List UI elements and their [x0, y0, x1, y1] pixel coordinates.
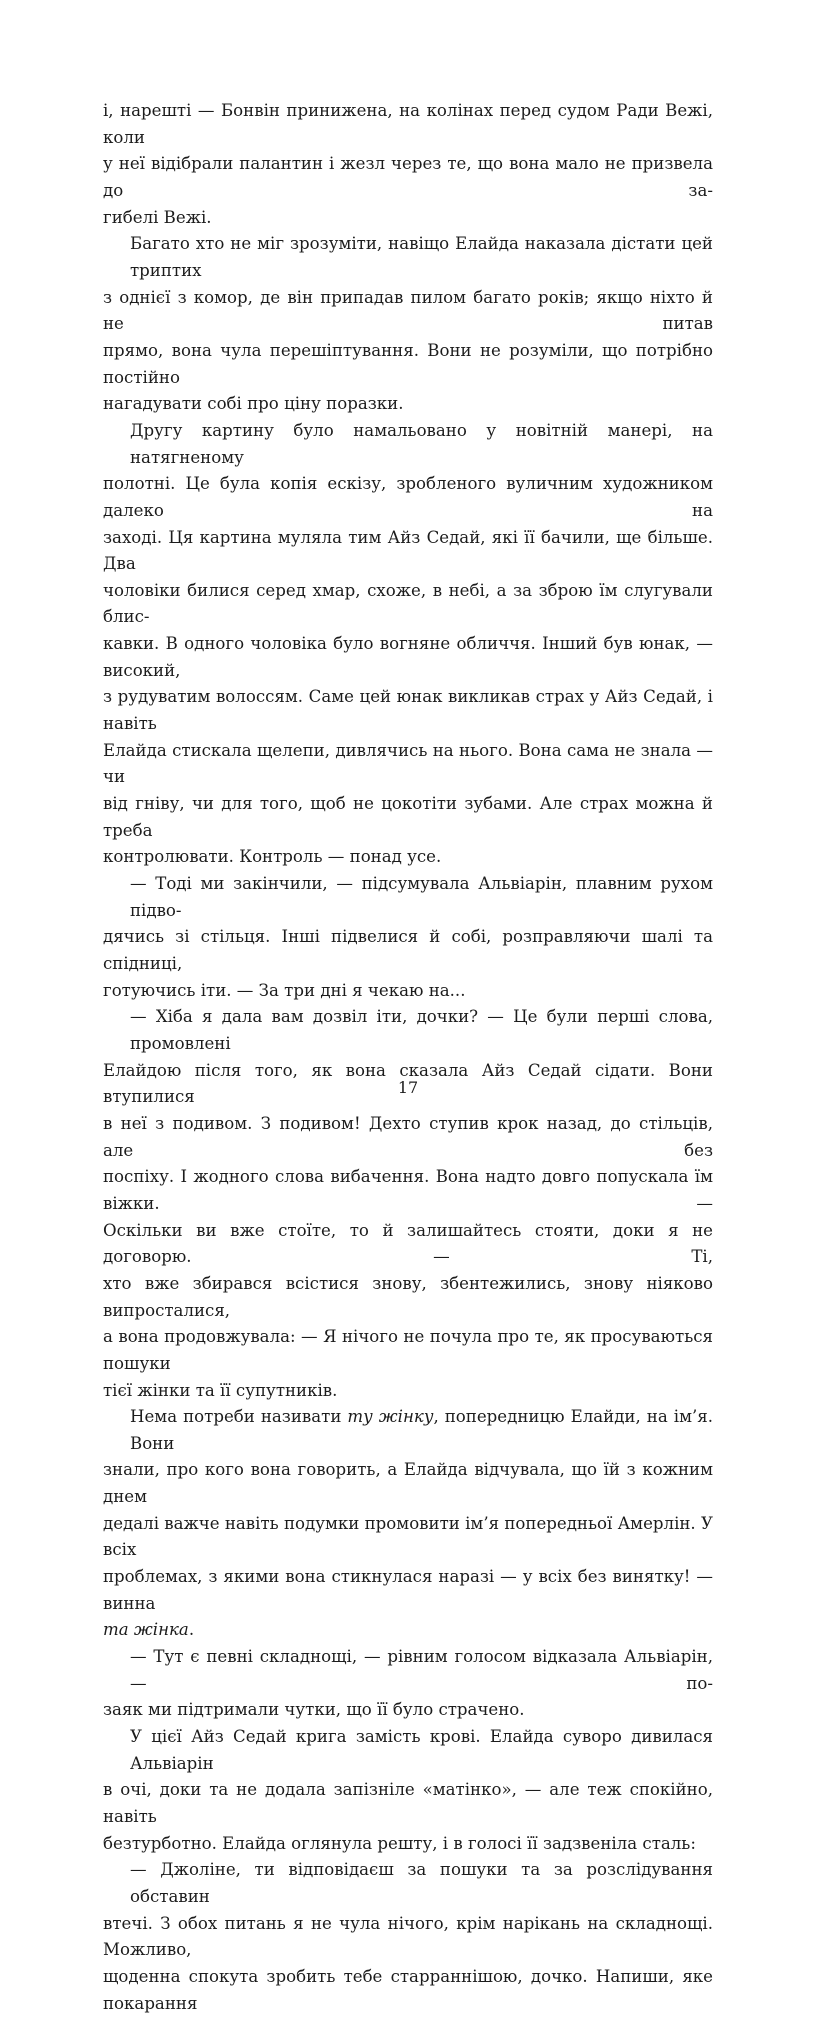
text-line: тієї жінки та її супутників.: [103, 1380, 338, 1400]
paragraph: [103, 1644, 713, 1724]
text-line: та жінка.: [103, 1620, 195, 1640]
text-line: — Джоліне, ти відповідаєш за пошуки та за розслідування обставин: [130, 1860, 713, 1906]
text-line: — Тоді ми закінчили, — підсумувала Альвіарін, плавним рухом підво-: [130, 874, 713, 920]
text-line: втечі. З обох питань я не чула нічого, крім нарікань на складнощі. Можливо,: [103, 1913, 713, 1960]
text-line: Нема потреби називати ту жінку, попередницю Елайди, на ім’я. Вони: [130, 1407, 713, 1453]
text-line: проблемах, з якими вона стикнулася наразі — у всіх без винятку! — винна: [103, 1567, 713, 1613]
text-line: хто вже збирався всістися знову, збентежились, знову ніяково випросталися,: [103, 1273, 713, 1320]
text-line: Оскільки ви вже стоїте, то й залишайтесь стояти, доки я не договорю. — Ті,: [103, 1220, 713, 1267]
paragraph: [103, 1724, 713, 1857]
text-line: готуючись іти. — За три дні я чекаю на...: [103, 980, 466, 1000]
text-line: Багато хто не міг зрозуміти, навіщо Елайда наказала дістати цей триптих: [130, 234, 713, 280]
paragraph: [103, 1404, 713, 1644]
text-line: контролювати. Контроль — понад усе.: [103, 847, 442, 867]
text-line: заході. Ця картина муляла тим Айз Седай, які її бачили, ще більше. Два: [103, 527, 713, 574]
text-line: Елайдою після того, як вона сказала Айз Седай сідати. Вони втупилися: [103, 1060, 713, 1107]
text-line: у неї відібрали палантин і жезл через те, що вона мало не призвела до за-: [103, 154, 713, 200]
text-line: щоденна спокута зробить тебе старраннішою, дочко. Напиши, яке покарання: [103, 1966, 713, 2013]
text-line: Елайда стискала щелепи, дивлячись на нього. Вона сама не знала — чи: [103, 740, 713, 787]
paragraph: [103, 1004, 713, 1404]
text-line: Другу картину було намальовано у новітній манері, на натягненому: [130, 420, 713, 467]
text-line: — Хіба я дала вам дозвіл іти, дочки? — Це були перші слова, промовлені: [130, 1007, 713, 1053]
paragraph: [103, 871, 713, 1004]
text-line: і, нарешті — Бонвін принижена, на колінах перед судом Ради Вежі, коли: [103, 101, 713, 147]
text-line: кавки. В одного чоловіка було вогняне обличчя. Інший був юнак, — високий,: [103, 634, 713, 680]
text-line: поспіху. І жодного слова вибачення. Вона надто довго попускала їм віжки. —: [103, 1167, 713, 1213]
text-line: чоловіки билися серед хмар, схоже, в небі, а за зброю їм слугували блис-: [103, 580, 713, 627]
text-line: У цієї Айз Седай крига замість крові. Елайда суворо дивилася Альвіарін: [130, 1727, 713, 1773]
paragraph: [103, 231, 713, 418]
text-line: дячись зі стільця. Інші підвелися й собі, розправляючи шалі та спідниці,: [103, 927, 713, 973]
paragraph: [103, 98, 713, 231]
text-line: а вона продовжувала: — Я нічого не почула про те, як просуваються пошуки: [103, 1327, 713, 1373]
page-number: 17: [397, 1078, 419, 1097]
text-line: від гніву, чи для того, щоб не цокотіти зубами. Але страх можна й треба: [103, 794, 713, 840]
text-line: з рудуватим волоссям. Саме цей юнак викликав страх у Айз Седай, і навіть: [103, 687, 713, 734]
text-line: з однієї з комор, де він припадав пилом багато років; якщо ніхто й не питав: [103, 287, 713, 334]
text-line: — Тут є певні складнощі, — рівним голосом відказала Альвіарін, — по-: [130, 1647, 713, 1693]
text-line: в неї з подивом. З подивом! Дехто ступив крок назад, до стільців, але без: [103, 1113, 713, 1160]
text-line: знали, про кого вона говорить, а Елайда відчувала, що їй з кожним днем: [103, 1460, 713, 1507]
text-line: нагадувати собі про ціну поразки.: [103, 394, 404, 414]
text-line: прямо, вона чула перешіптування. Вони не розуміли, що потрібно постійно: [103, 340, 713, 387]
text-line: полотні. Це була копія ескізу, зробленого вуличним художником далеко на: [103, 474, 713, 520]
body-text: [103, 98, 713, 2017]
text-line: в очі, доки та не додала запізніле «матінко», — але теж спокійно, навіть: [103, 1780, 713, 1826]
paragraph: [103, 418, 713, 871]
text-line: гибелі Вежі.: [103, 207, 212, 227]
paragraph: [103, 1857, 713, 2017]
text-line: дедалі важче навіть подумки промовити ім’я попередньої Амерлін. У всіх: [103, 1513, 713, 1560]
text-line: заяк ми підтримали чутки, що її було страчено.: [103, 1700, 525, 1720]
text-line: безтурботно. Елайда оглянула решту, і в голосі її задзвеніла сталь:: [103, 1833, 696, 1853]
